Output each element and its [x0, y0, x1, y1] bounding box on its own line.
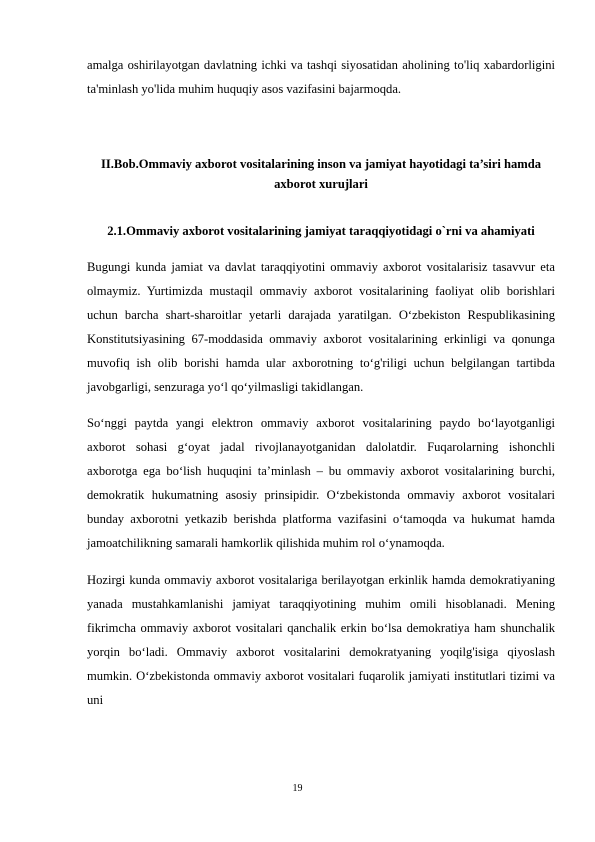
- body-paragraph: So‘nggi paytda yangi elektron ommaviy axborot vositalarining paydo bo‘layotganligi axborot sohasi g‘oyat jadal rivojlanayotganidan dalolatdir. Fuqarolarning ishonchli axborotga ega bo‘lish huquqini ta’minlash – bu ommaviy axborot vositalarining burchi, demokratik hukumatning asosiy prinsipidir. O‘zbekistonda ommaviy axborot vositalari bunday axborotni yetkazib berishda platforma vazifasini o‘tamoqda va hukumat hamda jamoatchilikning samarali hamkorlik qilishida muhim rol o‘ynamoqda.: [87, 416, 555, 550]
- intro-paragraph: amalga oshirilayotgan davlatning ichki va tashqi siyosatidan aholining to'liq xabardorligini ta'minlash yo'lida muhim huquqiy asos vazifasini bajarmoqda.: [87, 58, 555, 96]
- body-paragraph: Hozirgi kunda ommaviy axborot vositalariga berilayotgan erkinlik hamda demokratiyaning yanada mustahkamlanishi jamiyat taraqqiyotining muhim omili hisoblanadi. Mening fikrimcha ommaviy axborot vositalari qanchalik erkin bo‘lsa demokratiya ham shunchalik yorqin bo‘ladi. Ommaviy axborot vositalarini demokratyaning yoqilg'isiga qiyoslash mumkin. O‘zbekistonda ommaviy axborot vositalari fuqarolik jamiyati institutlari tizimi va uni: [87, 573, 555, 707]
- chapter-heading: II.Bob.Ommaviy axborot vositalarining inson va jamiyat hayotidagi ta’siri hamda axborot xurujlari: [100, 157, 542, 191]
- page-number: 19: [292, 783, 303, 794]
- section-heading: 2.1.Ommaviy axborot vositalarining jamiyat taraqqiyotidagi o`rni va ahamiyati: [107, 224, 535, 238]
- body-paragraph: Bugungi kunda jamiat va davlat taraqqiyotini ommaviy axborot vositalarisiz tasavvur eta olmaymiz. Yurtimizda mustaqil ommaviy axborot vositalarining faoliyat olib borishlari uchun barcha shart-sharoitlar yetarli darajada yaratilgan. O‘zbekiston Respublikasining Konstitutsiyasining 67-moddasida ommaviy axborot vositalarining erkinligi va qonunga muvofiq ish olib borishi hamda ular axborotning to‘g'riligi uchun belgilangan tartibda javobgarligi, senzuraga yo‘l qo‘yilmasligi takidlangan.: [87, 260, 555, 394]
